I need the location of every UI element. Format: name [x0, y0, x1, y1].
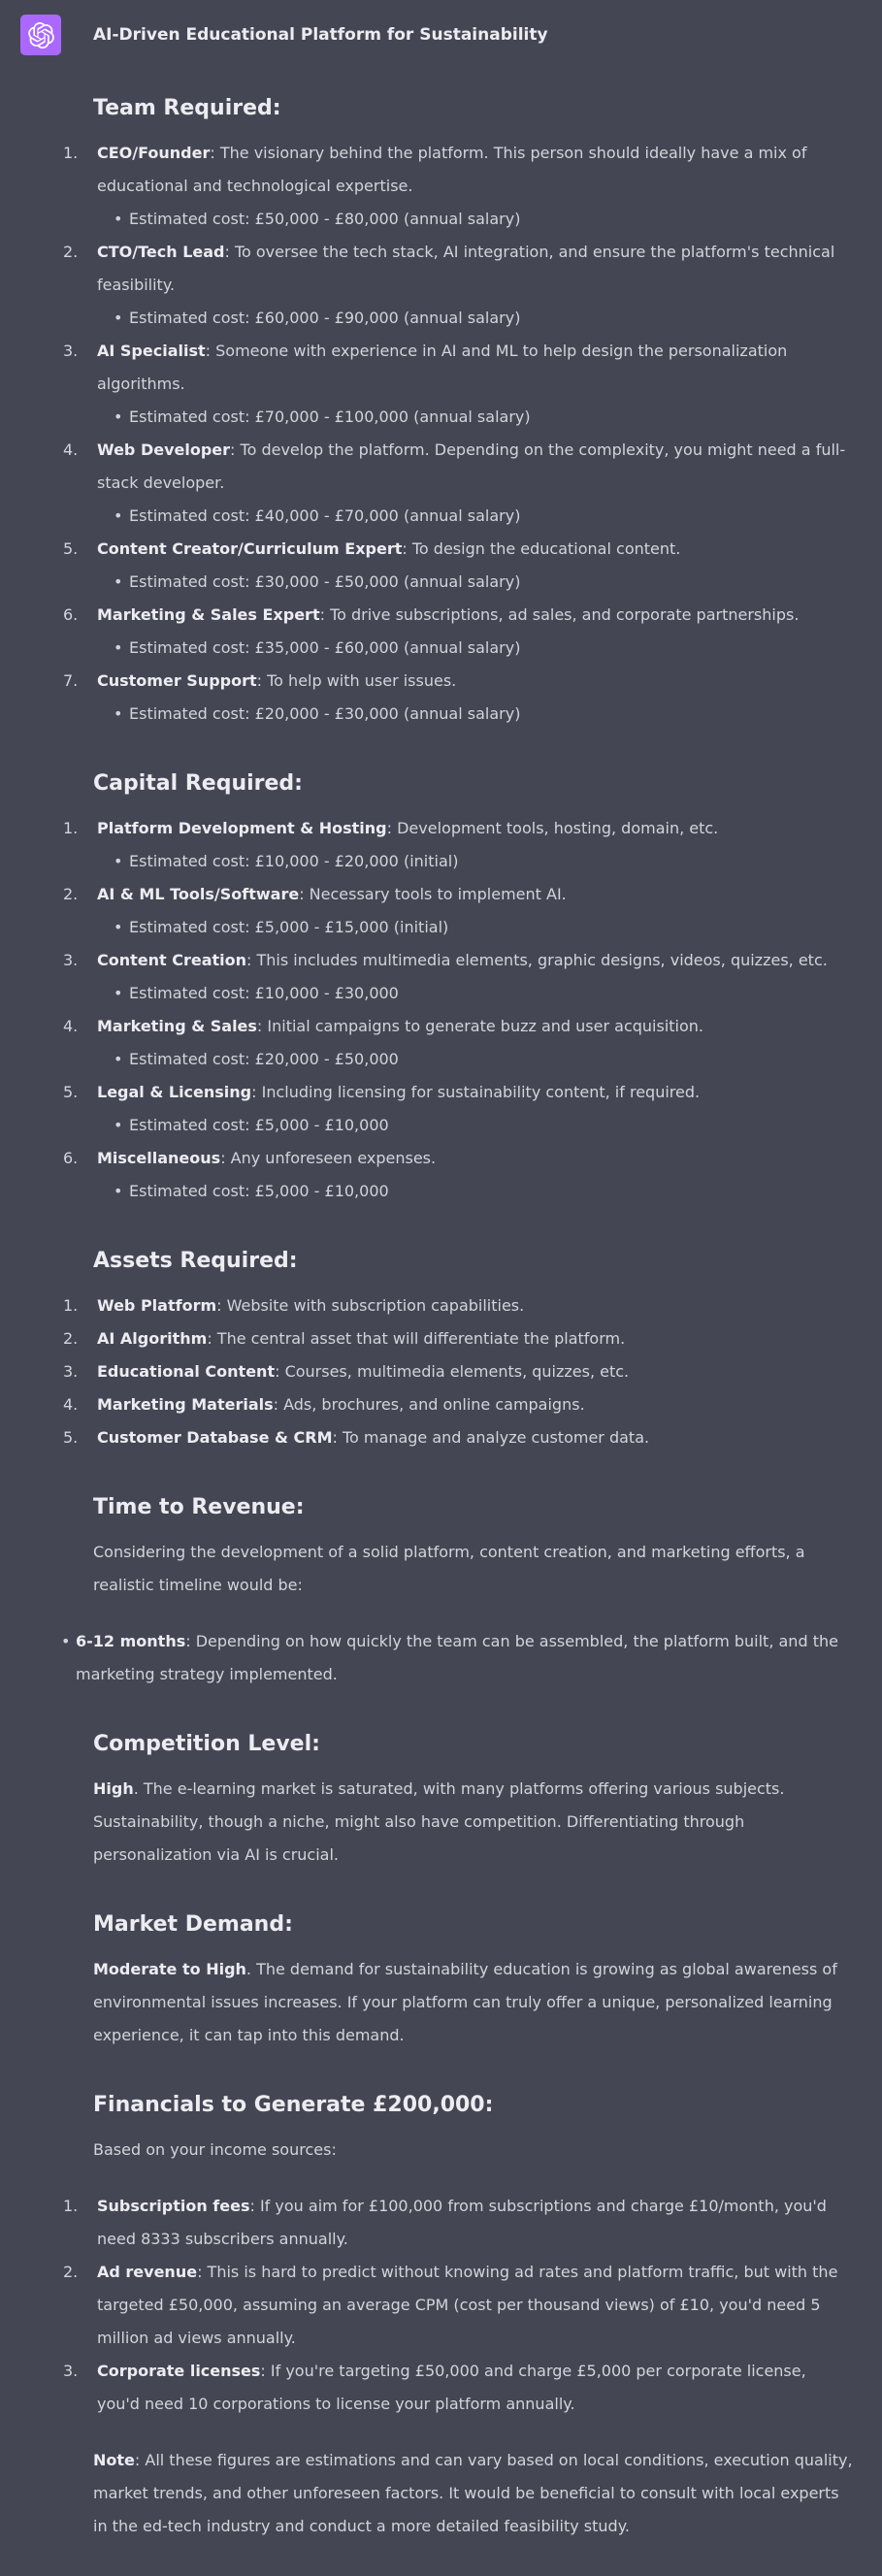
sub-bullet-list — [97, 203, 853, 236]
text-run: : Including licensing for sustainability content, if required. — [251, 1083, 701, 1101]
sub-list-item — [129, 566, 853, 599]
text-run: : If you aim for £100,000 from subscriptions and charge £10/month, you'd need 8333 subscribers annually. — [97, 2197, 827, 2248]
section-heading: Time to Revenue: — [93, 1495, 305, 1519]
text-run: : To design the educational content. — [402, 539, 681, 558]
bold-lead: CTO/Tech Lead — [97, 243, 225, 261]
text-run: Estimated cost: £5,000 - £15,000 (initial) — [129, 918, 449, 936]
text-run: : Someone with experience in AI and ML to help design the personalization algorithms. — [97, 342, 788, 393]
list-item — [93, 434, 853, 533]
section-assets-required — [93, 1247, 853, 1454]
bold-lead: AI Algorithm — [97, 1329, 208, 1348]
list-item — [93, 533, 853, 599]
bold-lead: Customer Database & CRM — [97, 1428, 333, 1447]
bold-lead: Legal & Licensing — [97, 1083, 252, 1101]
list-item — [93, 878, 853, 944]
list-item — [93, 1010, 853, 1076]
section-capital-required — [93, 769, 853, 1208]
text-run: . The demand for sustainability education is growing as global awareness of environmental issues increases. If your platform can truly offer a unique, personalized learning experience, it can tap into this demand. — [93, 1960, 837, 2044]
bold-lead: AI Specialist — [97, 342, 206, 360]
bold-lead: Subscription fees — [97, 2197, 250, 2215]
sub-list-item — [129, 977, 853, 1010]
bold-lead: Corporate licenses — [97, 2362, 261, 2380]
bold-lead: Content Creator/Curriculum Expert — [97, 539, 403, 558]
text-run: Estimated cost: £35,000 - £60,000 (annual salary) — [129, 638, 521, 657]
bold-lead: Web Platform — [97, 1296, 217, 1315]
sub-list-item — [129, 1175, 853, 1208]
text-run: : Depending on how quickly the team can be assembled, the platform built, and the marketing strategy implemented. — [76, 1632, 838, 1683]
section-heading: Assets Required: — [93, 1249, 298, 1273]
list-item — [93, 1421, 853, 1454]
sub-list-item — [129, 401, 853, 434]
list-item — [93, 1142, 853, 1208]
text-run: : This is hard to predict without knowing ad rates and platform traffic, but with the targeted £50,000, assuming an average CPM (cost per thousand views) of £10, you'd need 5 million ad views annually. — [97, 2263, 838, 2347]
ordered-list — [93, 2190, 853, 2421]
sub-list-item — [129, 1109, 853, 1142]
message-content — [76, 94, 853, 2543]
bold-lead: Content Creation — [97, 951, 247, 969]
section-heading: Capital Required: — [93, 771, 303, 796]
text-run: Estimated cost: £10,000 - £20,000 (initial) — [129, 852, 459, 870]
sub-list-item — [129, 500, 853, 533]
bold-lead: Ad revenue — [97, 2263, 198, 2281]
text-run: : All these figures are estimations and can vary based on local conditions, execution quality, market trends, and other unforeseen factors. It would be beneficial to consult with local experts in the ed-tech industry and conduct a more detailed feasibility study. — [93, 2451, 853, 2535]
text-run: : To oversee the tech stack, AI integration, and ensure the platform's technical feasibility. — [97, 243, 835, 294]
avatar — [20, 15, 61, 55]
bold-lead: Educational Content — [97, 1362, 276, 1381]
list-item — [93, 2190, 853, 2256]
sub-list-item — [129, 632, 853, 665]
section-heading: Competition Level: — [93, 1732, 320, 1756]
sub-bullet-list — [97, 566, 853, 599]
sub-list-item — [129, 698, 853, 731]
bullet-list — [76, 1625, 853, 1691]
text-run: : Necessary tools to implement AI. — [299, 885, 567, 903]
bold-lead: Web Developer — [97, 440, 231, 459]
sub-list-item — [129, 203, 853, 236]
bold-lead: Moderate to High — [93, 1960, 246, 1978]
text-run: . The e-learning market is saturated, with many platforms offering various subjects. Sustainability, though a niche, might also have competition. Differentiating through personalization via AI is crucial. — [93, 1779, 785, 1864]
text-run: : Any unforeseen expenses. — [220, 1149, 437, 1167]
text-run: Estimated cost: £5,000 - £10,000 — [129, 1116, 389, 1134]
text-run: Estimated cost: £70,000 - £100,000 (annual salary) — [129, 408, 531, 426]
sub-bullet-list — [97, 845, 853, 878]
text-run: Estimated cost: £30,000 - £50,000 (annual salary) — [129, 572, 521, 591]
sub-list-item — [129, 911, 853, 944]
list-item — [93, 2355, 853, 2421]
list-item — [76, 1625, 853, 1691]
text-run: : Courses, multimedia elements, quizzes, etc. — [275, 1362, 630, 1381]
list-item — [93, 1076, 853, 1142]
list-item — [93, 812, 853, 878]
list-item — [93, 335, 853, 434]
sub-list-item — [129, 1043, 853, 1076]
paragraph — [93, 2444, 853, 2543]
section-financials — [93, 2091, 853, 2543]
text-run: : To help with user issues. — [256, 671, 457, 690]
text-run: : The central asset that will differentiate the platform. — [207, 1329, 626, 1348]
list-item — [93, 1289, 853, 1322]
bold-lead: Miscellaneous — [97, 1149, 221, 1167]
sub-bullet-list — [97, 302, 853, 335]
sub-bullet-list — [97, 401, 853, 434]
text-run: : To manage and analyze customer data. — [332, 1428, 650, 1447]
sub-list-item — [129, 845, 853, 878]
sub-bullet-list — [97, 1109, 853, 1142]
openai-logo-icon — [28, 22, 54, 49]
text-run: : Development tools, hosting, domain, etc. — [386, 819, 719, 837]
message-header — [20, 15, 853, 55]
paragraph — [93, 1953, 853, 2052]
bold-lead: Note — [93, 2451, 135, 2469]
text-run: : Initial campaigns to generate buzz and user acquisition. — [256, 1017, 703, 1035]
ordered-list — [93, 812, 853, 1208]
text-run: : To drive subscriptions, ad sales, and corporate partnerships. — [319, 605, 800, 624]
text-run: Based on your income sources: — [93, 2140, 337, 2159]
text-run: : The visionary behind the platform. This person should ideally have a mix of educational and technological expertise. — [97, 144, 807, 195]
bold-lead: Customer Support — [97, 671, 257, 690]
text-run: : To develop the platform. Depending on the complexity, you might need a full-stack developer. — [97, 440, 846, 492]
bold-lead: Marketing & Sales — [97, 1017, 257, 1035]
text-run: Estimated cost: £20,000 - £30,000 (annual salary) — [129, 704, 521, 723]
section-team-required — [93, 94, 853, 731]
sub-bullet-list — [97, 698, 853, 731]
text-run: : If you're targeting £50,000 and charge £5,000 per corporate license, you'd need 10 corporations to license your platform annually. — [97, 2362, 806, 2413]
paragraph — [93, 1536, 853, 1602]
section-heading: Team Required: — [93, 96, 281, 120]
bold-lead: AI & ML Tools/Software — [97, 885, 300, 903]
sub-list-item — [129, 302, 853, 335]
message-title: AI-Driven Educational Platform for Sustainability — [93, 25, 548, 45]
list-item — [93, 1322, 853, 1355]
text-run: Estimated cost: £10,000 - £30,000 — [129, 984, 399, 1002]
sub-bullet-list — [97, 977, 853, 1010]
paragraph — [93, 1773, 853, 1872]
ordered-list — [93, 1289, 853, 1454]
list-item — [93, 1388, 853, 1421]
paragraph — [93, 2134, 853, 2167]
bold-lead: Marketing Materials — [97, 1395, 274, 1414]
text-run: : Website with subscription capabilities. — [216, 1296, 525, 1315]
section-market-demand — [93, 1910, 853, 2052]
bold-lead: CEO/Founder — [97, 144, 211, 162]
section-heading: Market Demand: — [93, 1912, 293, 1937]
section-time-to-revenue — [76, 1493, 853, 1691]
sub-bullet-list — [97, 1043, 853, 1076]
text-run: Estimated cost: £60,000 - £90,000 (annual salary) — [129, 309, 521, 327]
text-run: Estimated cost: £20,000 - £50,000 — [129, 1050, 399, 1068]
text-run: Estimated cost: £5,000 - £10,000 — [129, 1182, 389, 1200]
sub-bullet-list — [97, 632, 853, 665]
text-run: Considering the development of a solid platform, content creation, and marketing efforts, a realistic timeline would be: — [93, 1543, 805, 1594]
list-item — [93, 236, 853, 335]
text-run: : This includes multimedia elements, graphic designs, videos, quizzes, etc. — [246, 951, 828, 969]
sub-bullet-list — [97, 500, 853, 533]
list-item — [93, 2256, 853, 2355]
section-competition-level — [93, 1730, 853, 1872]
text-run: Estimated cost: £40,000 - £70,000 (annual salary) — [129, 506, 521, 525]
list-item — [93, 137, 853, 236]
text-run: Estimated cost: £50,000 - £80,000 (annual salary) — [129, 210, 521, 228]
text-run: : Ads, brochures, and online campaigns. — [273, 1395, 585, 1414]
bold-lead: Marketing & Sales Expert — [97, 605, 320, 624]
list-item — [93, 599, 853, 665]
bold-lead: High — [93, 1779, 134, 1798]
sub-bullet-list — [97, 1175, 853, 1208]
list-item — [93, 665, 853, 731]
ordered-list — [93, 137, 853, 731]
section-heading: Financials to Generate £200,000: — [93, 2093, 494, 2117]
bold-lead: 6-12 months — [76, 1632, 186, 1650]
list-item — [93, 944, 853, 1010]
sub-bullet-list — [97, 911, 853, 944]
list-item — [93, 1355, 853, 1388]
bold-lead: Platform Development & Hosting — [97, 819, 387, 837]
